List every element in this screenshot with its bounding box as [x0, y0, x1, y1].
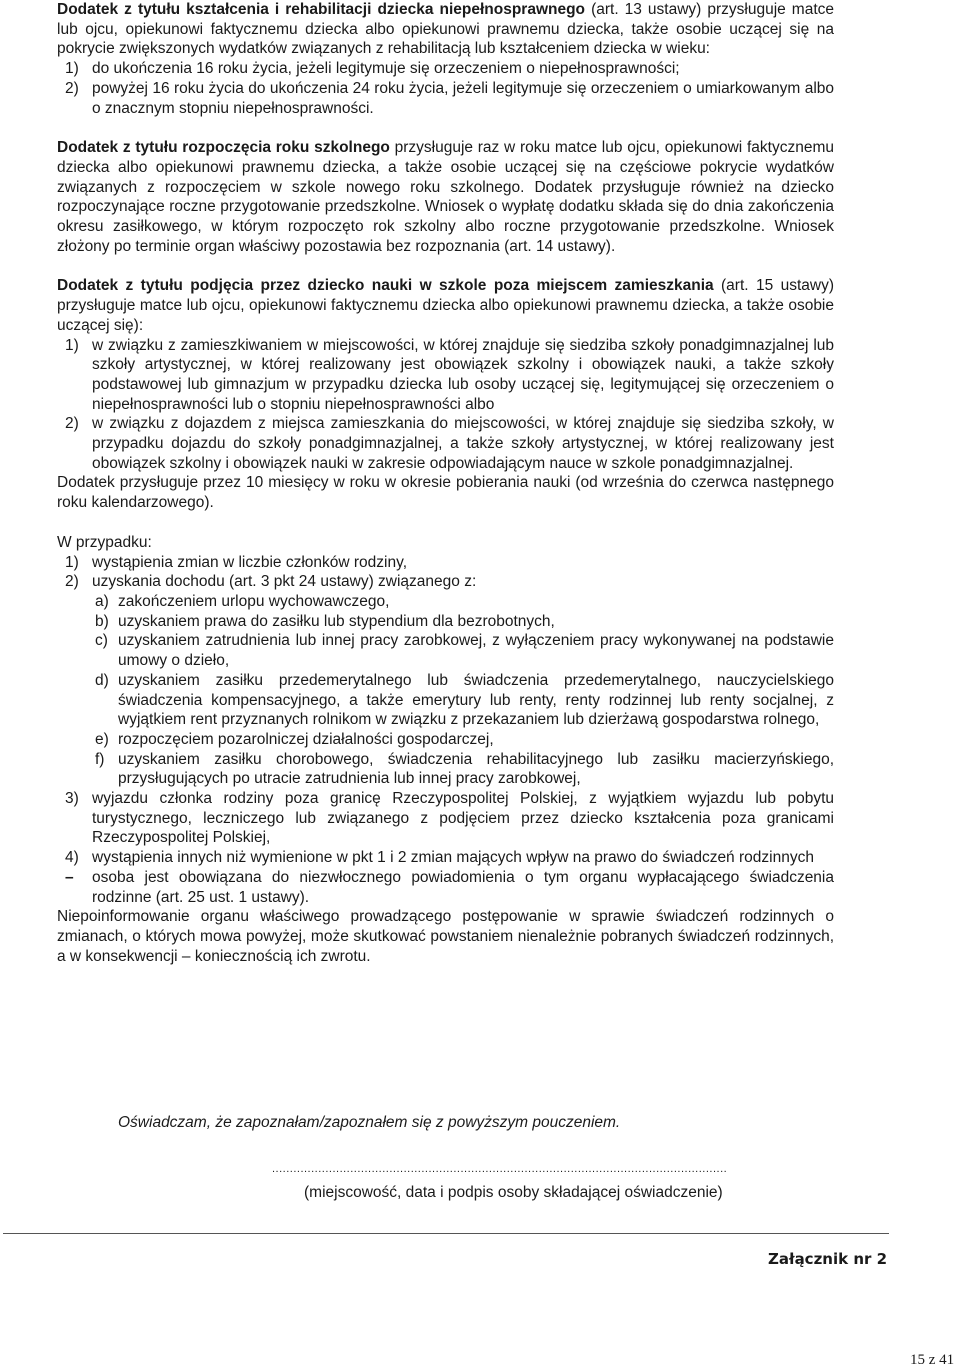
list-item: 3) wyjazdu członka rodziny poza granicę Rzeczypospolitej Polskiej, z wyjątkiem wyjazdu lub pobytu turystycznego, leczniczego lub związanego z podjęciem przez dziecko kształcenia poza granicami Rzeczypospolitej Polskiej, [65, 790, 834, 847]
paragraph: Dodatek z tytułu rozpoczęcia roku szkolnego przysługuje raz w roku matce lub ojcu, opiekunowi faktycznemu dziecka albo opiekunowi prawnemu dziecka, a także osobie uczącej się na częściowe pokrycie wydatków związanych z rozpoczęciem w szkole nowego roku szkolnego. Dodatek przysługuje również na dziecko rozpoczynające roczne przygotowanie przedszkolne. Wniosek o wypłatę dodatku składa się do dnia zakończenia okresu zasiłkowego, w którym rozpoczęto rok szkolny albo roczne przygotowanie przedszkolne. Wniosek złożony po terminie organ właściwy pozostawia bez rozpoznania (art. 14 ustawy). [57, 139, 834, 255]
numbered-list [57, 553, 834, 868]
paragraph: Dodatek z tytułu podjęcia przez dziecko nauki w szkole poza miejscem zamieszkania (art. 15 ustawy) przysługuje matce lub ojcu, opiekunowi faktycznemu dziecka albo opiekunowi prawnemu dziecka, a także osobie uczącej się): [57, 277, 834, 334]
section-education-rehabilitation-allowance [57, 0, 834, 118]
section-school-year-allowance [57, 138, 834, 256]
signature-caption: (miejscowość, data i podpis osoby składającej oświadczenie) [304, 1184, 723, 1201]
list-item: 2) powyżej 16 roku życia do ukończenia 24 roku życia, jeżeli legitymuje się orzeczeniem o umiarkowanym albo o znacznym stopniu niepełnosprawności. [65, 79, 834, 117]
list-item: e) rozpoczęciem pozarolniczej działalności gospodarczej, [95, 730, 494, 748]
list-item: 1) w związku z zamieszkiwaniem w miejscowości, w której znajduje się siedziba szkoły ponadgimnazjalnej lub szkoły artystycznej, w której realizowany jest obowiązek szkolny i obowiązek nauki, a także szkoły podstawowej lub gimnazjum w przypadku dziecka lub osoby uczącej się, legitymującej się orzeczeniem o niepełnosprawności lub o stopniu niepełnosprawności albo [65, 336, 834, 413]
paragraph: W przypadku: [57, 533, 152, 551]
annex-label: Załącznik nr 2 [768, 1250, 888, 1268]
list-item: 2) uzyskania dochodu (art. 3 pkt 24 ustawy) związanego z: a) zakończeniem urlopu wychowawczego, b) uzyskaniem prawa do zasiłku lub stypendium dla bezrobotnych, c) uzyskaniem zatrudnienia lub innej pracy zarobkowej, z wyłączeniem pracy wykonywanej na podstawie umowy o dzieło, d) uzyskaniem zasiłku przedemerytalnego lub świadczenia przedemerytalnego, nauczycielskiego świadczenia kompensacyjnego, a także emerytury lub renty, renty rodzinnej lub renty socjalnej, z wyjątkiem rent przyznanych rolnikom w związku z przekazaniem lub dzierżawą gospodarstwa rolnego, e) rozpoczęciem pozarolniczej działalności gospodarczej, f) uzyskaniem zasiłku chorobowego, świadczenia rehabilitacyjnego lub zasiłku macierzyńskiego, przysługujących po utracie zatrudnienia lub innej pracy zarobkowej, [65, 573, 834, 788]
paragraph: Dodatek przysługuje przez 10 miesięcy w roku w okresie pobierania nauki (od września do czerwca następnego roku kalendarzowego). [57, 474, 834, 512]
section-remote-school-allowance [57, 276, 834, 512]
section-heading: Dodatek z tytułu kształcenia i rehabilitacji dziecka niepełnosprawnego [57, 1, 586, 18]
section-heading: Dodatek z tytułu podjęcia przez dziecko nauki w szkole poza miejscem zamieszkania [57, 277, 714, 295]
list-item: a) zakończeniem urlopu wychowawczego, [95, 592, 390, 610]
list-item: d) uzyskaniem zasiłku przedemerytalnego lub świadczenia przedemerytalnego, nauczycielskiego świadczenia kompensacyjnego, a także emerytury lub renty, renty rodzinnej lub renty socjalnej, z wyjątkiem rent przyznanych rolnikom w związku z przekazaniem lub dzierżawą gospodarstwa rolnego, [95, 671, 834, 729]
list-item: 1) wystąpienia zmian w liczbie członków rodziny, [65, 553, 408, 571]
list-item: 1) do ukończenia 16 roku życia, jeżeli legitymuje się orzeczeniem o niepełnosprawności; [65, 60, 680, 78]
lettered-list [92, 592, 834, 789]
document-body [57, 0, 834, 966]
list-item: 2) w związku z dojazdem z miejsca zamieszkania do miejscowości, w której znajduje się siedziba szkoły, w przypadku dojazdu do szkoły ponadgimnazjalnej, a także szkoły artystycznej, w której realizowany jest obowiązek szkolny i obowiązek nauki w zakresie odpowiadającym nauce w szkole ponadgimnazjalnej. [65, 415, 834, 472]
section-change-notification [57, 533, 834, 966]
list-item: f) uzyskaniem zasiłku chorobowego, świadczenia rehabilitacyjnego lub zasiłku macierzyńskiego, przysługujących po utracie zatrudnienia lub innej pracy zarobkowej, [95, 750, 834, 788]
page-divider [3, 1233, 889, 1234]
list-item: 4) wystąpienia innych niż wymienione w pkt 1 i 2 zmian mających wpływ na prawo do świadczeń rodzinnych [65, 849, 814, 867]
section-heading: Dodatek z tytułu rozpoczęcia roku szkolnego [57, 139, 390, 157]
signature-line: ................................................................................................................................ [272, 1163, 728, 1175]
declaration-text: Oświadczam, że zapoznałam/zapoznałem się z powyższym pouczeniem. [118, 1114, 621, 1131]
paragraph: Niepoinformowanie organu właściwego prowadzącego postępowanie w sprawie świadczeń rodzinnych o zmianach, o których mowa powyżej, może skutkować powstaniem nienależnie pobranych świadczeń rodzinnych, a w konsekwencji – koniecznością ich zwrotu. [57, 908, 834, 965]
list-item: – osoba jest obowiązana do niezwłocznego powiadomienia o tym organu wypłacającego świadczenia rodzinne (art. 25 ust. 1 ustawy). [65, 868, 834, 906]
paragraph: Dodatek z tytułu kształcenia i rehabilitacji dziecka niepełnosprawnego (art. 13 ustawy) przysługuje matce lub ojcu, opiekunowi faktycznemu dziecka albo opiekunowi prawnemu dziecka, także osobie uczącej się na pokrycie zwiększonych wydatków związanych z rehabilitacją lub kształceniem dziecka w wieku: [57, 1, 834, 58]
page-number: 15 z 41 [910, 1352, 955, 1368]
list-item: b) uzyskaniem prawa do zasiłku lub stypendium dla bezrobotnych, [95, 612, 555, 630]
numbered-list [57, 336, 834, 474]
numbered-list [57, 59, 834, 118]
list-item: c) uzyskaniem zatrudnienia lub innej pracy zarobkowej, z wyłączeniem pracy wykonywanej na podstawie umowy o dzieło, [95, 632, 834, 670]
